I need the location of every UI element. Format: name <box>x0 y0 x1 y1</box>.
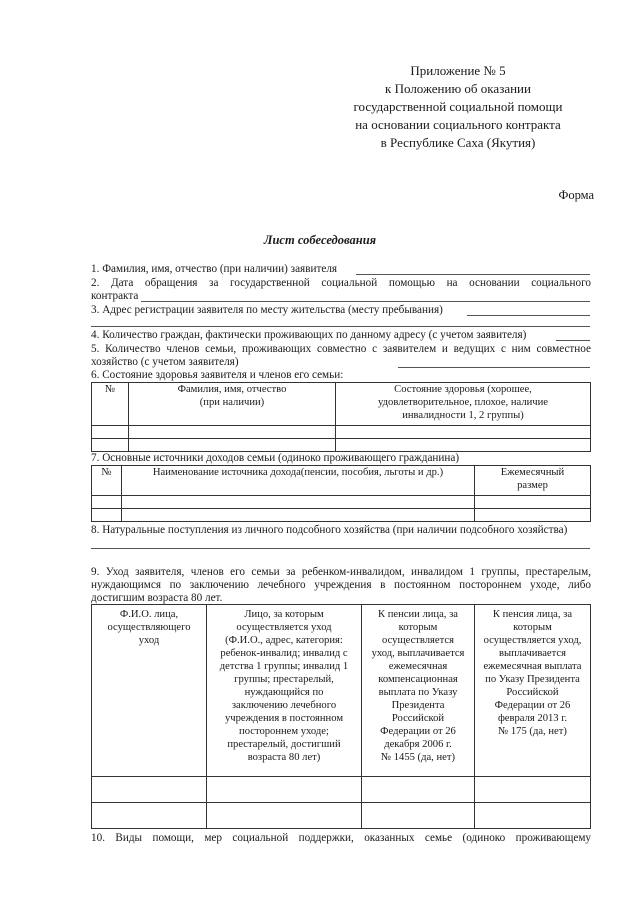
item-7: 7. Основные источники доходов семьи (одиноко проживающего гражданина) <box>91 452 460 464</box>
table-cell[interactable] <box>336 426 591 439</box>
page-title: Лист собеседования <box>263 233 377 247</box>
header-line: уход, выплачивается <box>371 648 465 659</box>
table-cell[interactable] <box>475 496 591 509</box>
table-cell[interactable] <box>92 509 122 522</box>
appendix-line: к Положению об оказании <box>385 81 531 96</box>
item-2-cont: контракта <box>91 290 139 302</box>
item-1: 1. Фамилия, имя, отчество (при наличии) заявителя <box>91 263 338 275</box>
table-cell[interactable] <box>92 426 129 439</box>
fill-line-3[interactable] <box>467 315 590 316</box>
header-line: осуществляющего <box>107 622 191 633</box>
header-line: осуществляется <box>382 635 454 646</box>
item-9-cont: нуждающимся по заключению лечебного учреждения в постоянном постороннем уходе, либо <box>91 579 591 591</box>
header-line: осуществляется уход <box>236 622 332 633</box>
header-line: престарелый, достигший <box>227 739 341 750</box>
health-table-header-name <box>129 383 336 426</box>
table-row <box>92 426 591 439</box>
table-cell[interactable] <box>475 509 591 522</box>
header-line: осуществляется уход, <box>483 635 582 646</box>
table-cell[interactable] <box>129 439 336 452</box>
header-line: Российской <box>506 687 559 698</box>
header-line: Лицо, за которым <box>244 609 324 620</box>
header-line: ежемесячная выплата <box>483 661 582 672</box>
fill-line-5[interactable] <box>398 367 590 368</box>
header-line: Ежемесячный <box>500 467 565 478</box>
income-table-header-num: № <box>92 466 122 496</box>
table-row <box>92 439 591 452</box>
header-line: по Указу Президента <box>485 674 580 685</box>
table-cell[interactable] <box>336 439 591 452</box>
table-cell[interactable] <box>362 777 475 803</box>
fill-line-4[interactable] <box>556 340 590 341</box>
item-2: 2. Дата обращения за государственной социальной помощью на основании социального <box>91 277 591 289</box>
table-cell[interactable] <box>92 439 129 452</box>
header-line: инвалидности 1, 2 группы) <box>402 410 524 421</box>
item-6: 6. Состояние здоровья заявителя и членов его семьи: <box>91 369 344 381</box>
header-line: К пенсии лица, за <box>378 609 458 620</box>
header-line: Ф.И.О. лица, <box>119 609 179 620</box>
care-table <box>91 604 591 829</box>
table-cell[interactable] <box>207 777 362 803</box>
item-10: 10. Виды помощи, мер социальной поддержки, оказанных семье (одиноко проживающему <box>91 832 591 844</box>
header-line: размер <box>517 480 548 491</box>
header-line: группы; престарелый, <box>234 674 334 685</box>
item-8: 8. Натуральные поступления из личного подсобного хозяйства (при наличии подсобного хозяйства) <box>91 524 568 536</box>
header-line: февраля 2013 г. <box>497 713 568 724</box>
table-row <box>92 496 591 509</box>
table-cell[interactable] <box>475 777 591 803</box>
header-line: которым <box>513 622 552 633</box>
table-cell[interactable] <box>129 426 336 439</box>
table-cell[interactable] <box>362 803 475 829</box>
form-label: Форма <box>558 188 594 202</box>
health-table-header-health <box>336 383 591 426</box>
item-9-cont2: достигшим возраста 80 лет. <box>91 592 223 604</box>
header-line: (Ф.И.О., адрес, категория: <box>225 635 343 646</box>
header-line: Фамилия, имя, отчество <box>177 384 287 395</box>
item-5: 5. Количество членов семьи, проживающих совместно с заявителем и ведущих с ним совместное <box>91 343 591 355</box>
table-cell[interactable] <box>475 803 591 829</box>
appendix-line: в Республике Саха (Якутия) <box>380 135 536 150</box>
fill-line-8[interactable] <box>91 548 590 549</box>
header-line: выплачивается <box>499 648 566 659</box>
header-line: Российской <box>391 713 445 724</box>
header-line: уход <box>138 635 160 646</box>
item-4: 4. Количество граждан, фактически проживающих по данному адресу (с учетом заявителя) <box>91 329 527 341</box>
header-line: К пенсия лица, за <box>492 609 573 620</box>
header-line: нуждающийся по <box>244 687 324 698</box>
header-line: (при наличии) <box>199 397 265 408</box>
table-row <box>92 803 591 829</box>
table-cell[interactable] <box>207 803 362 829</box>
health-table-header-num: № <box>92 383 129 426</box>
table-cell[interactable] <box>122 509 475 522</box>
appendix-header <box>330 62 586 152</box>
item-9: 9. Уход заявителя, членов его семьи за ребенком-инвалидом, инвалидом 1 группы, престарелым, <box>91 566 591 578</box>
item-5-cont: хозяйство (с учетом заявителя) <box>91 356 239 368</box>
header-line: № 1455 (да, нет) <box>380 752 456 763</box>
table-cell[interactable] <box>92 777 207 803</box>
header-line: компенсационная <box>378 674 458 685</box>
header-line: декабря 2006 г. <box>384 739 452 750</box>
table-cell[interactable] <box>92 496 122 509</box>
header-line: ежемесячная <box>388 661 448 672</box>
header-line: которым <box>398 622 438 633</box>
care-table-header-person <box>207 605 362 777</box>
table-row <box>92 777 591 803</box>
item-3: 3. Адрес регистрации заявителя по месту жительства (месту пребывания) <box>91 304 443 316</box>
header-line: Федерации от 26 <box>380 726 456 737</box>
header-line: Федерации от 26 <box>494 700 571 711</box>
income-table-header-source: Наименование источника дохода(пенсии, пособия, льготы и др.) <box>122 466 475 496</box>
income-table <box>91 465 591 522</box>
care-table-header-compensation <box>362 605 475 777</box>
appendix-line: государственной социальной помощи <box>353 99 563 114</box>
header-line: возраста 80 лет) <box>247 752 321 763</box>
appendix-line: Приложение № 5 <box>410 63 506 78</box>
income-table-header-monthly <box>475 466 591 496</box>
health-table <box>91 382 591 452</box>
fill-line-3b[interactable] <box>91 326 590 327</box>
header-line: выплата по Указу <box>378 687 458 698</box>
table-row <box>92 509 591 522</box>
care-table-header-caregiver <box>92 605 207 777</box>
header-line: заключению лечебного <box>231 700 337 711</box>
fill-line-1[interactable] <box>356 274 590 275</box>
header-line: учреждения в постоянном <box>224 713 344 724</box>
care-table-header-payment <box>475 605 591 777</box>
header-line: Президента <box>391 700 445 711</box>
header-line: Состояние здоровья (хорошее, <box>394 384 532 395</box>
table-cell[interactable] <box>122 496 475 509</box>
header-line: удовлетворительное, плохое, наличие <box>378 397 548 408</box>
appendix-line: на основании социального контракта <box>355 117 561 132</box>
fill-line-2[interactable] <box>141 301 590 302</box>
header-line: ребенок-инвалид; инвалид с <box>220 648 348 659</box>
header-line: № 175 (да, нет) <box>498 726 567 737</box>
table-cell[interactable] <box>92 803 207 829</box>
header-line: детства 1 группы; инвалид 1 <box>219 661 349 672</box>
header-line: постороннем уходе; <box>239 726 329 737</box>
